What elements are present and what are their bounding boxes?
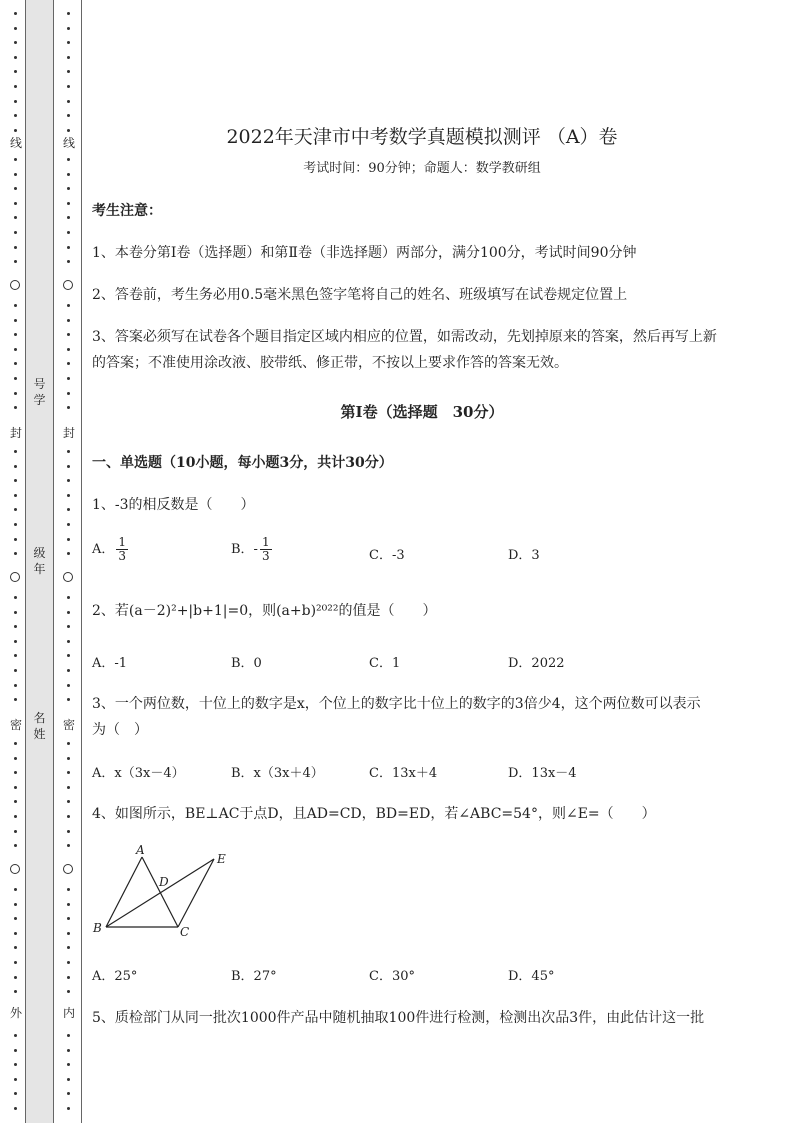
binding-dot xyxy=(14,1078,17,1081)
binding-dot xyxy=(67,304,70,307)
binding-dot xyxy=(67,85,70,88)
binding-dot xyxy=(14,844,17,847)
student-info-strip xyxy=(25,0,54,1123)
binding-dot xyxy=(14,377,17,380)
binding-dot xyxy=(14,246,17,249)
binding-dot xyxy=(14,917,17,920)
binding-dot xyxy=(67,1078,70,1081)
part-heading: 一、单选题（10小题，每小题3分，共计30分） xyxy=(92,455,393,471)
notice-item-1: 1、本卷分第I卷（选择题）和第Ⅱ卷（非选择题）两部分，满分100分，考试时间90分钟 xyxy=(92,245,637,261)
binding-dot xyxy=(14,56,17,59)
binding-dot xyxy=(67,698,70,701)
binding-dot xyxy=(67,669,70,672)
outer-label-wai: 外 xyxy=(9,1006,22,1020)
binding-dot xyxy=(14,114,17,117)
binding-dot xyxy=(67,903,70,906)
question-1-option-c[interactable]: C．-3 xyxy=(369,548,405,563)
question-3-stem-line-1: 3、一个两位数，十位上的数字是x，个位上的数字比十位上的数字的3倍少4，这个两位数可以表示 xyxy=(92,696,701,712)
question-5-stem: 5、质检部门从同一批次1000件产品中随机抽取100件进行检测，检测出次品3件，由此估计这一批 xyxy=(92,1010,705,1026)
binding-dot xyxy=(14,684,17,687)
point-label-e: E xyxy=(217,852,226,866)
inner-label-xian: 线 xyxy=(62,136,75,150)
question-3-stem-line-2: 为（ ） xyxy=(92,722,148,738)
inner-ring-1 xyxy=(63,280,73,290)
binding-dot xyxy=(67,917,70,920)
inner-dotted-line xyxy=(63,8,75,1118)
binding-dot xyxy=(67,815,70,818)
question-3-option-a[interactable]: A．x（3x－4） xyxy=(92,766,185,781)
binding-dot xyxy=(14,450,17,453)
binding-dot xyxy=(67,800,70,803)
outer-label-feng: 封 xyxy=(9,426,22,440)
outer-ring-1 xyxy=(10,280,20,290)
inner-ring-2 xyxy=(63,572,73,582)
inner-ring-3 xyxy=(63,864,73,874)
binding-dot xyxy=(67,830,70,833)
question-3-option-b[interactable]: B．x（3x＋4） xyxy=(231,766,324,781)
binding-dot xyxy=(67,450,70,453)
binding-dot xyxy=(14,538,17,541)
segment-ce xyxy=(178,859,214,927)
fraction: $\frac{1}{3}$ xyxy=(261,535,270,563)
binding-dot xyxy=(14,961,17,964)
binding-dot xyxy=(14,654,17,657)
binding-dot xyxy=(14,12,17,15)
binding-dot xyxy=(14,552,17,555)
binding-dot xyxy=(67,888,70,891)
triangle-figure xyxy=(92,843,242,943)
binding-dot xyxy=(14,216,17,219)
field-label-name: 名姓 xyxy=(33,711,46,741)
binding-dot xyxy=(67,684,70,687)
binding-dot xyxy=(14,990,17,993)
binding-dot xyxy=(14,85,17,88)
binding-dot xyxy=(14,508,17,511)
question-3-option-c[interactable]: C．13x＋4 xyxy=(369,766,438,781)
binding-dot xyxy=(14,494,17,497)
question-3-option-d[interactable]: D．13x－4 xyxy=(508,766,577,781)
binding-dot xyxy=(67,1107,70,1110)
binding-dot xyxy=(67,1063,70,1066)
question-4-option-a[interactable]: A．25° xyxy=(92,969,138,984)
binding-dot xyxy=(14,479,17,482)
binding-dot xyxy=(67,319,70,322)
binding-dot xyxy=(14,129,17,132)
inner-label-nei: 内 xyxy=(62,1006,75,1020)
binding-dot xyxy=(14,786,17,789)
binding-dot xyxy=(67,786,70,789)
binding-dot xyxy=(67,187,70,190)
binding-dot xyxy=(14,362,17,365)
fraction: $\frac{1}{3}$ xyxy=(118,535,127,563)
binding-dot xyxy=(14,596,17,599)
binding-dot xyxy=(67,1049,70,1052)
point-label-c: C xyxy=(180,925,190,939)
segment-be xyxy=(106,859,214,927)
inner-label-mi: 密 xyxy=(62,718,75,732)
binding-dot xyxy=(14,1049,17,1052)
binding-dot xyxy=(67,479,70,482)
section-title: 第I卷（选择题 30分） xyxy=(340,403,504,421)
segment-ac xyxy=(142,857,178,927)
binding-dot xyxy=(67,56,70,59)
point-label-a: A xyxy=(136,843,145,857)
binding-dot xyxy=(14,1107,17,1110)
question-2-stem: 2、若(a－2)²+|b+1|=0，则(a+b)²⁰²²的值是（ ） xyxy=(92,603,437,619)
binding-dot xyxy=(14,1092,17,1095)
binding-dot xyxy=(67,406,70,409)
outer-label-xian: 线 xyxy=(9,136,22,150)
binding-dot xyxy=(14,70,17,73)
binding-dot xyxy=(67,114,70,117)
binding-dot xyxy=(67,961,70,964)
binding-dot xyxy=(14,757,17,760)
binding-dot xyxy=(14,392,17,395)
binding-dot xyxy=(67,216,70,219)
question-2-option-b[interactable]: B．0 xyxy=(231,656,262,671)
binding-dot xyxy=(67,246,70,249)
binding-dot xyxy=(67,611,70,614)
binding-dot xyxy=(67,1092,70,1095)
binding-dot xyxy=(67,158,70,161)
binding-dot xyxy=(67,990,70,993)
binding-dot xyxy=(14,100,17,103)
binding-dot xyxy=(14,304,17,307)
field-label-grade: 级年 xyxy=(33,546,46,576)
exam-title: 2022年天津市中考数学真题模拟测评 （A）卷 xyxy=(226,126,618,148)
question-1-option-d[interactable]: D．3 xyxy=(508,548,540,563)
binding-dot xyxy=(67,129,70,132)
binding-dot xyxy=(67,70,70,73)
binding-dot xyxy=(67,757,70,760)
binding-dot xyxy=(14,231,17,234)
binding-dot xyxy=(67,173,70,176)
field-label-student-number: 号学 xyxy=(33,377,46,407)
binding-dot xyxy=(14,742,17,745)
exam-subtitle: 考试时间：90分钟；命题人：数学教研组 xyxy=(303,161,541,176)
binding-dot xyxy=(67,12,70,15)
binding-dot xyxy=(67,552,70,555)
binding-dot xyxy=(67,377,70,380)
inner-label-feng: 封 xyxy=(62,426,75,440)
binding-dot xyxy=(14,333,17,336)
binding-dot xyxy=(14,640,17,643)
binding-dot xyxy=(14,815,17,818)
binding-dot xyxy=(14,698,17,701)
binding-dot xyxy=(67,1034,70,1037)
binding-dot xyxy=(14,611,17,614)
binding-dot xyxy=(14,319,17,322)
question-1-option-a[interactable]: A． $\frac{1}{3}$ xyxy=(92,535,127,563)
binding-dot xyxy=(67,465,70,468)
binding-dot xyxy=(67,27,70,30)
point-label-d: D xyxy=(159,875,169,889)
binding-margin xyxy=(0,0,82,1123)
binding-dot xyxy=(67,654,70,657)
notice-item-3-line-1: 3、答案必须写在试卷各个题目指定区域内相应的位置，如需改动，先划掉原来的答案，然后再写上新 xyxy=(92,329,717,345)
binding-dot xyxy=(14,260,17,263)
binding-dot xyxy=(14,523,17,526)
binding-dot xyxy=(14,465,17,468)
binding-dot xyxy=(14,903,17,906)
binding-dot xyxy=(14,771,17,774)
binding-dot xyxy=(14,187,17,190)
binding-dot xyxy=(14,406,17,409)
binding-dot xyxy=(14,625,17,628)
binding-dot xyxy=(67,100,70,103)
outer-label-mi: 密 xyxy=(9,718,22,732)
binding-dot xyxy=(67,596,70,599)
binding-dot xyxy=(14,946,17,949)
binding-dot xyxy=(67,362,70,365)
binding-dot xyxy=(67,523,70,526)
question-1-option-b[interactable]: B．- $\frac{1}{3}$ xyxy=(231,535,270,563)
question-4-option-c[interactable]: C．30° xyxy=(369,969,415,984)
outer-dotted-line xyxy=(10,8,22,1118)
binding-dot xyxy=(67,976,70,979)
binding-dot xyxy=(67,231,70,234)
outer-ring-3 xyxy=(10,864,20,874)
binding-dot xyxy=(67,742,70,745)
binding-dot xyxy=(14,27,17,30)
binding-dot xyxy=(14,158,17,161)
binding-dot xyxy=(67,932,70,935)
question-4-option-b[interactable]: B．27° xyxy=(231,969,277,984)
binding-dot xyxy=(14,202,17,205)
binding-dot xyxy=(67,946,70,949)
binding-dot xyxy=(14,830,17,833)
question-4-stem: 4、如图所示，BE⊥AC于点D，且AD=CD，BD=ED，若∠ABC=54°，则∠E=（ ） xyxy=(92,806,656,822)
point-label-b: B xyxy=(93,921,102,935)
binding-dot xyxy=(14,1034,17,1037)
binding-dot xyxy=(67,640,70,643)
question-2-option-d[interactable]: D．2022 xyxy=(508,656,565,671)
outer-ring-2 xyxy=(10,572,20,582)
question-2-option-a[interactable]: A．-1 xyxy=(92,656,128,671)
binding-dot xyxy=(67,771,70,774)
notice-heading: 考生注意： xyxy=(92,203,162,219)
binding-dot xyxy=(14,932,17,935)
binding-dot xyxy=(14,669,17,672)
binding-dot xyxy=(14,1063,17,1066)
question-2-option-c[interactable]: C．1 xyxy=(369,656,401,671)
notice-item-2: 2、答卷前，考生务必用0.5毫米黑色签字笔将自己的姓名、班级填写在试卷规定位置上 xyxy=(92,287,628,303)
binding-dot xyxy=(67,260,70,263)
binding-dot xyxy=(67,392,70,395)
binding-dot xyxy=(67,844,70,847)
binding-dot xyxy=(67,625,70,628)
binding-dot xyxy=(14,888,17,891)
binding-dot xyxy=(67,348,70,351)
binding-dot xyxy=(67,538,70,541)
binding-dot xyxy=(14,348,17,351)
notice-item-3-line-2: 的答案；不准使用涂改液、胶带纸、修正带，不按以上要求作答的答案无效。 xyxy=(92,355,568,371)
binding-dot xyxy=(67,508,70,511)
binding-dot xyxy=(14,173,17,176)
question-1-stem: 1、-3的相反数是（ ） xyxy=(92,497,255,513)
binding-dot xyxy=(67,333,70,336)
binding-dot xyxy=(67,202,70,205)
question-4-option-d[interactable]: D．45° xyxy=(508,969,555,984)
binding-dot xyxy=(14,800,17,803)
binding-dot xyxy=(67,41,70,44)
binding-dot xyxy=(14,41,17,44)
binding-dot xyxy=(14,976,17,979)
segment-ba xyxy=(106,857,142,927)
binding-dot xyxy=(67,494,70,497)
